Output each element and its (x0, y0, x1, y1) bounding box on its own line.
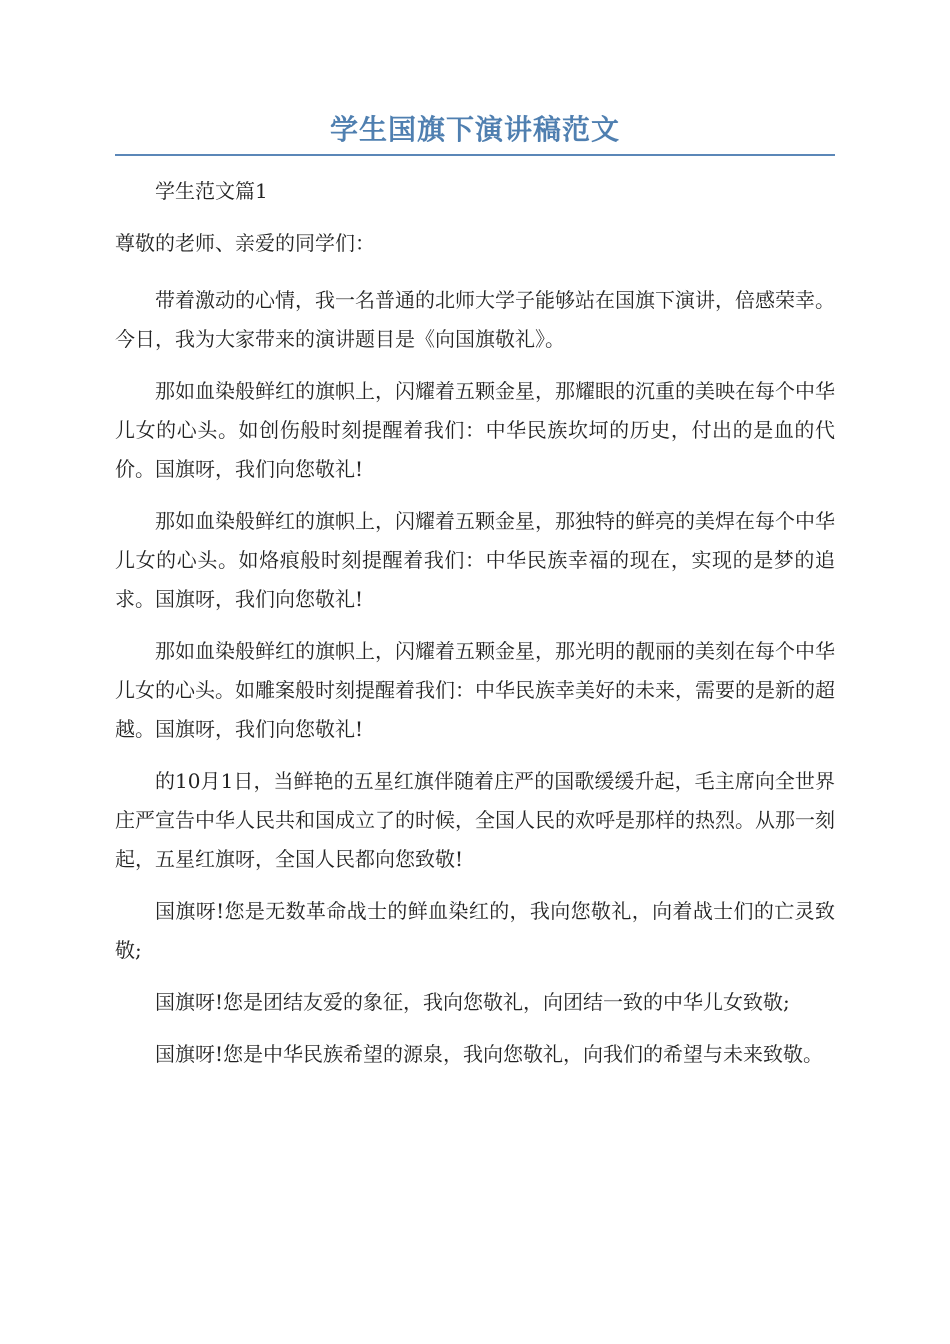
paragraph: 国旗呀!您是无数革命战士的鲜血染红的，我向您敬礼，向着战士们的亡灵致敬; (115, 899, 835, 962)
title-block (115, 108, 835, 156)
paragraph: 的10月1日，当鲜艳的五星红旗伴随着庄严的国歌缓缓升起，毛主席向全世界庄严宣告中华人民共和国成立了的时候，全国人民的欢呼是那样的热烈。从那一刻起，五星红旗呀，全国人民都向您致敬! (115, 769, 835, 871)
paragraph: 带着激动的心情，我一名普通的北师大学子能够站在国旗下演讲，倍感荣幸。今日，我为大家带来的演讲题目是《向国旗敬礼》。 (115, 288, 835, 351)
page-title: 学生国旗下演讲稿范文 (329, 113, 620, 146)
section-heading: 学生范文篇1 (155, 179, 268, 203)
paragraph: 那如血染般鲜红的旗帜上，闪耀着五颗金星，那耀眼的沉重的美映在每个中华儿女的心头。如创伤般时刻提醒着我们：中华民族坎坷的历史，付出的是血的代价。国旗呀，我们向您敬礼! (115, 379, 835, 481)
paragraph: 那如血染般鲜红的旗帜上，闪耀着五颗金星，那光明的靓丽的美刻在每个中华儿女的心头。如雕案般时刻提醒着我们：中华民族幸美好的未来，需要的是新的超越。国旗呀，我们向您敬礼! (115, 639, 835, 741)
title-underline (115, 154, 835, 156)
paragraph: 国旗呀!您是中华民族希望的源泉，我向您敬礼，向我们的希望与未来致敬。 (155, 1042, 824, 1066)
salutation: 尊敬的老师、亲爱的同学们： (115, 231, 375, 255)
paragraph: 国旗呀!您是团结友爱的象征，我向您敬礼，向团结一致的中华儿女致敬; (155, 990, 790, 1014)
document-body (115, 172, 835, 1087)
paragraph: 那如血染般鲜红的旗帜上，闪耀着五颗金星，那独特的鲜亮的美焊在每个中华儿女的心头。如烙痕般时刻提醒着我们：中华民族幸福的现在，实现的是梦的追求。国旗呀，我们向您敬礼! (115, 509, 835, 611)
